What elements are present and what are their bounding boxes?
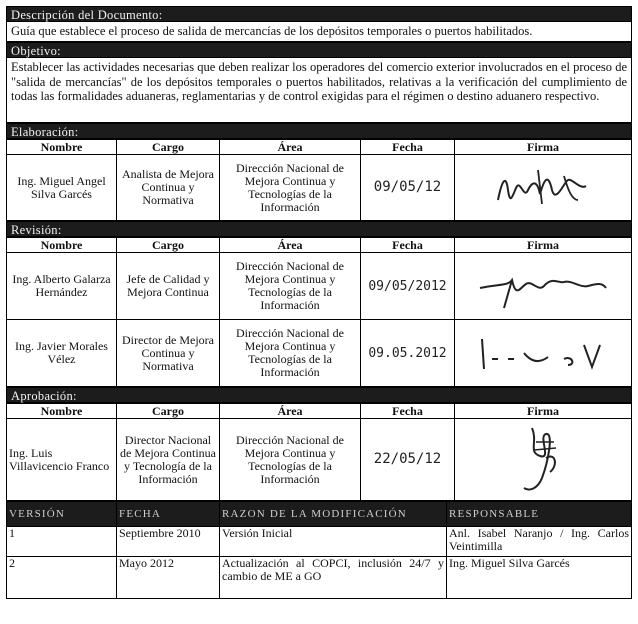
nombre-cell: Ing. Alberto Galarza Hernández xyxy=(7,253,117,320)
table-row xyxy=(7,253,632,320)
cargo-cell: Jefe de Calidad y Mejora Continua xyxy=(117,253,220,320)
fecha-cell: Mayo 2012 xyxy=(117,557,220,599)
col-cargo: Cargo xyxy=(117,404,220,419)
col-fecha: Fecha xyxy=(361,238,455,253)
responsable-cell: Ing. Miguel Silva Garcés xyxy=(447,557,632,599)
revision-header-row xyxy=(7,238,632,253)
signature-cell xyxy=(455,155,632,221)
nombre-cell: Ing. Javier Morales Vélez xyxy=(7,320,117,387)
col-area: Área xyxy=(220,140,361,155)
aprobacion-title: Aprobación: xyxy=(6,387,632,403)
table-row xyxy=(7,419,632,501)
cargo-cell: Analista de Mejora Continua y Normativa xyxy=(117,155,220,221)
nombre-cell: Ing. Miguel Angel Silva Garcés xyxy=(7,155,117,221)
col-area: Área xyxy=(220,404,361,419)
objetivo-title: Objetivo: xyxy=(6,42,632,58)
fecha-cell: Septiembre 2010 xyxy=(117,527,220,557)
table-row xyxy=(7,527,632,557)
col-version: VERSIÓN xyxy=(7,502,117,527)
versiones-table xyxy=(6,501,632,599)
elaboracion-title: Elaboración: xyxy=(6,123,632,139)
version-cell: 1 xyxy=(7,527,117,557)
elaboracion-header-row xyxy=(7,140,632,155)
signature-cell xyxy=(455,253,632,320)
signature-image xyxy=(468,325,618,381)
col-fecha: Fecha xyxy=(361,140,455,155)
table-row xyxy=(7,320,632,387)
col-firma: Firma xyxy=(455,238,632,253)
col-firma: Firma xyxy=(455,140,632,155)
elaboracion-table xyxy=(6,139,632,221)
col-area: Área xyxy=(220,238,361,253)
table-row xyxy=(7,557,632,599)
signature-image xyxy=(468,160,618,216)
signature-cell xyxy=(455,320,632,387)
fecha-cell: 09/05/2012 xyxy=(361,253,455,320)
signature-cell xyxy=(455,419,632,501)
nombre-cell: Ing. Luis Villavicencio Franco xyxy=(7,419,117,501)
cargo-cell: Director de Mejora Continua y Normativa xyxy=(117,320,220,387)
razon-cell: Versión Inicial xyxy=(220,527,447,557)
fecha-cell: 09.05.2012 xyxy=(361,320,455,387)
col-responsable: RESPONSABLE xyxy=(447,502,632,527)
responsable-cell: Anl. Isabel Naranjo / Ing. Carlos Veintimilla xyxy=(447,527,632,557)
col-fecha-version: FECHA xyxy=(117,502,220,527)
signature-image xyxy=(468,258,618,314)
cargo-cell: Director Nacional de Mejora Continua y Tecnología de la Información xyxy=(117,419,220,501)
version-cell: 2 xyxy=(7,557,117,599)
objetivo-text: Establecer las actividades necesarias que deben realizar los operadores del comercio exterior involucrados en el proceso de "salida de mercancías" de los depósitos temporales o puertos habilitados, relativas a la verificación del cumplimiento de todas las formalidades aduaneras, reglamentarias y de control exigidas para el régimen o destino aduanero respectivo. xyxy=(6,58,632,123)
razon-cell: Actualización al COPCI, inclusión 24/7 y cambio de ME a GO xyxy=(220,557,447,599)
fecha-cell: 22/05/12 xyxy=(361,419,455,501)
col-nombre: Nombre xyxy=(7,140,117,155)
area-cell: Dirección Nacional de Mejora Continua y Tecnologías de la Información xyxy=(220,419,361,501)
descripcion-title: Descripción del Documento: xyxy=(6,6,632,22)
area-cell: Dirección Nacional de Mejora Continua y Tecnologías de la Información xyxy=(220,253,361,320)
col-cargo: Cargo xyxy=(117,140,220,155)
fecha-cell: 09/05/12 xyxy=(361,155,455,221)
col-fecha: Fecha xyxy=(361,404,455,419)
col-nombre: Nombre xyxy=(7,238,117,253)
col-cargo: Cargo xyxy=(117,238,220,253)
signature-image xyxy=(468,422,618,498)
area-cell: Dirección Nacional de Mejora Continua y Tecnologías de la Información xyxy=(220,320,361,387)
aprobacion-header-row xyxy=(7,404,632,419)
revision-title: Revisión: xyxy=(6,221,632,237)
col-firma: Firma xyxy=(455,404,632,419)
table-row xyxy=(7,155,632,221)
aprobacion-table xyxy=(6,403,632,501)
descripcion-text: Guía que establece el proceso de salida de mercancías de los depósitos temporales o puertos habilitados. xyxy=(6,22,632,42)
versiones-header-row xyxy=(7,502,632,527)
document-page xyxy=(6,6,632,599)
area-cell: Dirección Nacional de Mejora Continua y Tecnologías de la Información xyxy=(220,155,361,221)
col-razon: RAZON DE LA MODIFICACIÓN xyxy=(220,502,447,527)
revision-table xyxy=(6,237,632,387)
col-nombre: Nombre xyxy=(7,404,117,419)
